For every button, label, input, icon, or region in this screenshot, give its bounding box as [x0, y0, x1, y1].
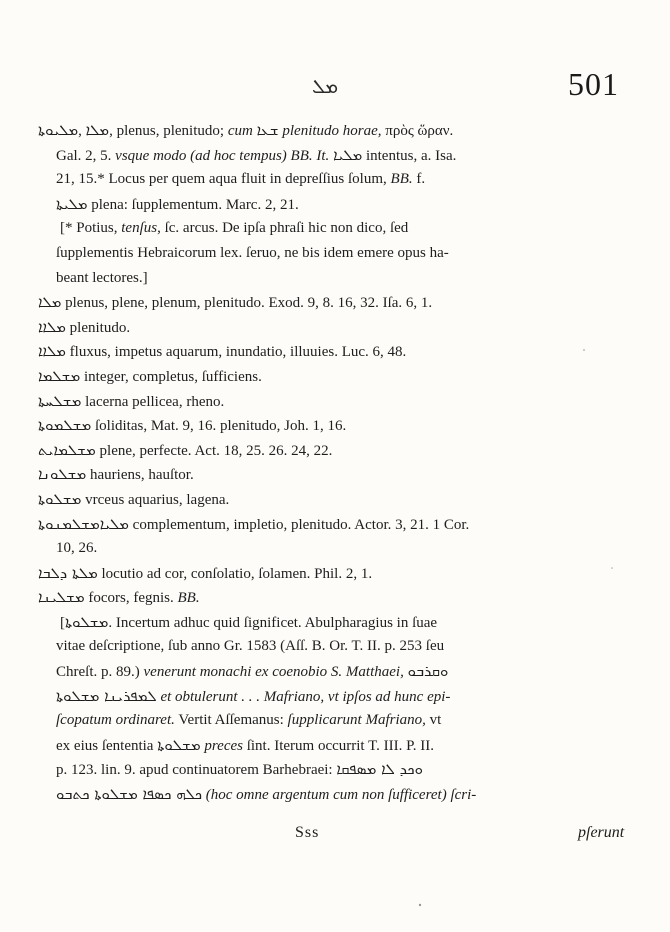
- latin-text: Chreſt. p. 89.): [56, 664, 144, 681]
- latin-text: ſoliditas, Mat. 9, 16. plenitudo, Joh. 1, 16.: [91, 418, 347, 435]
- syriac-term: ܠܡܦܪܝܢܐ ܡܫܠܘܬܐ: [56, 686, 157, 705]
- latin-text: p. 123. lin. 9. apud continuatorem Barhebraei:: [56, 762, 337, 779]
- syriac-term: ܡܫܠܘܬܐ: [157, 735, 201, 754]
- text-line: [38, 708, 638, 733]
- italic-text: BB.: [390, 171, 413, 188]
- syriac-term: ܡܫܠܡܢܘܬܐ: [38, 514, 100, 533]
- latin-text: [: [60, 614, 65, 631]
- text-line: [38, 438, 638, 463]
- text-line: [38, 266, 638, 291]
- latin-text: Gal. 2, 5.: [56, 147, 116, 164]
- page-number: 501: [568, 66, 619, 102]
- latin-text: , plenus, plenitudo;: [109, 123, 228, 139]
- latin-text: f.: [412, 171, 426, 188]
- latin-text: intentus, a. Isa.: [362, 147, 457, 164]
- latin-text: ,: [78, 123, 86, 139]
- page-header: [0, 66, 670, 106]
- running-head: ܡܠ: [312, 74, 339, 98]
- text-line: [38, 659, 638, 684]
- latin-text: vitae deſcriptione, ſub anno Gr. 1583 (Aſſ. B. Or. T. II. p. 253 ſeu: [56, 638, 445, 655]
- latin-text: plenus, plene, plenum, plenitudo. Exod. 9, 8. 16, 32. Iſa. 6, 1.: [61, 295, 433, 312]
- text-line: [38, 241, 638, 266]
- text-line: [38, 782, 638, 807]
- latin-text: 21, 15.* Locus per quem aqua fluit in depreſſius ſolum,: [56, 171, 391, 188]
- syriac-term: ܡܠܐ: [85, 121, 110, 139]
- syriac-term: ܘܟܕ ܠܐ ܡܣܦܩܐ: [336, 760, 423, 779]
- italic-text: venerunt monachi ex coenobio S. Matthaei,: [143, 664, 408, 681]
- latin-text: πρὸς ὥραν.: [385, 123, 454, 139]
- syriac-term: ܟܠܗ ܟܣܦܐ ܡܫܠܘܬܐ ܟܬܒܘ: [56, 785, 203, 804]
- latin-text: , ſc. arcus. De ipſa phraſi hic non dico, ſed: [157, 220, 409, 237]
- syriac-term: ܫܥܐ: [256, 121, 279, 139]
- latin-text: complementum, impletio, plenitudo. Actor. 3, 21. 1 Cor.: [128, 516, 470, 533]
- italic-text: ſcopatum ordinaret.: [56, 712, 175, 729]
- latin-text: . Incertum adhuc quid ſignificet. Abulpharagius in ſuae: [108, 614, 438, 631]
- latin-text: plenitudo.: [65, 319, 131, 336]
- italic-text: ſupplicarunt Mafriano,: [287, 712, 426, 729]
- syriac-term: ܡܠܬܐ ܕܠܒܐ: [38, 563, 98, 582]
- latin-text: hauriens, hauſtor.: [86, 467, 194, 484]
- syriac-term: ܡܫܠܘܬܐ: [65, 612, 109, 631]
- italic-text: tenſus: [121, 220, 158, 237]
- text-line: [38, 118, 638, 143]
- text-line: [38, 757, 638, 782]
- text-line: [38, 216, 638, 241]
- latin-text: focors, fegnis.: [84, 590, 178, 607]
- text-line: [38, 315, 638, 340]
- syriac-term: ܡܠܝܐ: [333, 145, 363, 164]
- latin-text: locutio ad cor, conſolatio, ſolamen. Phil. 2, 1.: [97, 565, 373, 582]
- text-line: [38, 561, 638, 586]
- latin-text: vt: [425, 712, 442, 729]
- italic-text: cum: [227, 123, 257, 139]
- italic-text: BB.: [177, 590, 200, 607]
- italic-text: preces: [200, 737, 243, 754]
- syriac-term: ܡܫܠܝܢܐ: [38, 588, 85, 607]
- text-line: [38, 143, 638, 168]
- latin-text: ſupplementis Hebraicorum lex. ſeruo, ne bis idem emere opus ha-: [56, 244, 449, 261]
- italic-text: plenitudo horae,: [278, 123, 386, 139]
- syriac-term: ܡܫܠܡܘܬܐ: [38, 416, 92, 435]
- text-line: [38, 733, 638, 758]
- syriac-term: ܡܫܠܘܬܐ: [38, 489, 82, 508]
- latin-text: plene, perfecte. Act. 18, 25. 26. 24, 22.: [95, 442, 333, 459]
- text-line: [38, 512, 638, 537]
- latin-text: lacerna pellicea, rheno.: [81, 393, 225, 410]
- latin-text: beant lectores.]: [56, 269, 148, 286]
- latin-text: integer, completus, ſufficiens.: [80, 368, 262, 385]
- text-line: [38, 585, 638, 610]
- latin-text: Vertit Aſſemanus:: [174, 712, 288, 729]
- latin-text: vrceus aquarius, lagena.: [81, 491, 230, 508]
- text-line: [38, 634, 638, 659]
- italic-text: It.: [316, 147, 334, 164]
- syriac-term: ܡܠܐܐ: [38, 342, 66, 361]
- text-line: [38, 389, 638, 414]
- latin-text: fluxus, impetus aquarum, inundatio, illuuies. Luc. 6, 48.: [65, 344, 407, 361]
- text-line: [38, 339, 638, 364]
- italic-text: vsque modo (ad hoc tempus) BB.: [115, 147, 317, 164]
- syriac-term: ܘܩܪܒܘ: [407, 662, 449, 681]
- syriac-term: ܡܠܐ: [38, 293, 62, 312]
- latin-text: plena: ſupplementum. Marc. 2, 21.: [87, 196, 299, 213]
- text-line: [38, 610, 638, 635]
- syriac-term: ܡܫܠܡܐ: [38, 366, 81, 385]
- syriac-term: ܡܠܐܐ: [38, 317, 66, 336]
- syriac-term: ܡܫܠܚܬܐ: [38, 391, 82, 410]
- text-line: [38, 364, 638, 389]
- syriac-term: ܡܠܝܐ: [99, 514, 129, 533]
- dictionary-body: [38, 118, 638, 807]
- text-line: [38, 684, 638, 709]
- text-line: [38, 290, 638, 315]
- text-line: [38, 462, 638, 487]
- page-footer: [0, 824, 670, 850]
- latin-text: ſint. Iterum occurrit T. III. P. II.: [242, 737, 435, 754]
- signature-mark: Sss: [295, 824, 320, 841]
- latin-text: 10, 26.: [56, 540, 98, 557]
- text-line: [38, 536, 638, 561]
- text-line: [38, 413, 638, 438]
- latin-text: [* Potius,: [60, 220, 122, 237]
- text-line: [38, 192, 638, 217]
- latin-text: ex eius ſententia: [56, 737, 158, 754]
- syriac-term: ܡܫܠܡܐܝܬ: [38, 440, 96, 459]
- catchword: pſerunt: [578, 824, 625, 841]
- italic-text: (hoc omne argentum cum non ſufficeret) ſcri-: [202, 787, 477, 804]
- syriac-term: ܡܫܠܘܢܐ: [38, 465, 87, 484]
- syriac-term: ܡܠܝܘܬܐ: [38, 121, 79, 139]
- text-line: [38, 487, 638, 512]
- syriac-term: ܡܠܝܬܐ: [56, 194, 88, 213]
- text-line: [38, 167, 638, 192]
- italic-text: et obtulerunt . . . Mafriano, vt ipſos ad hunc epi-: [156, 688, 451, 705]
